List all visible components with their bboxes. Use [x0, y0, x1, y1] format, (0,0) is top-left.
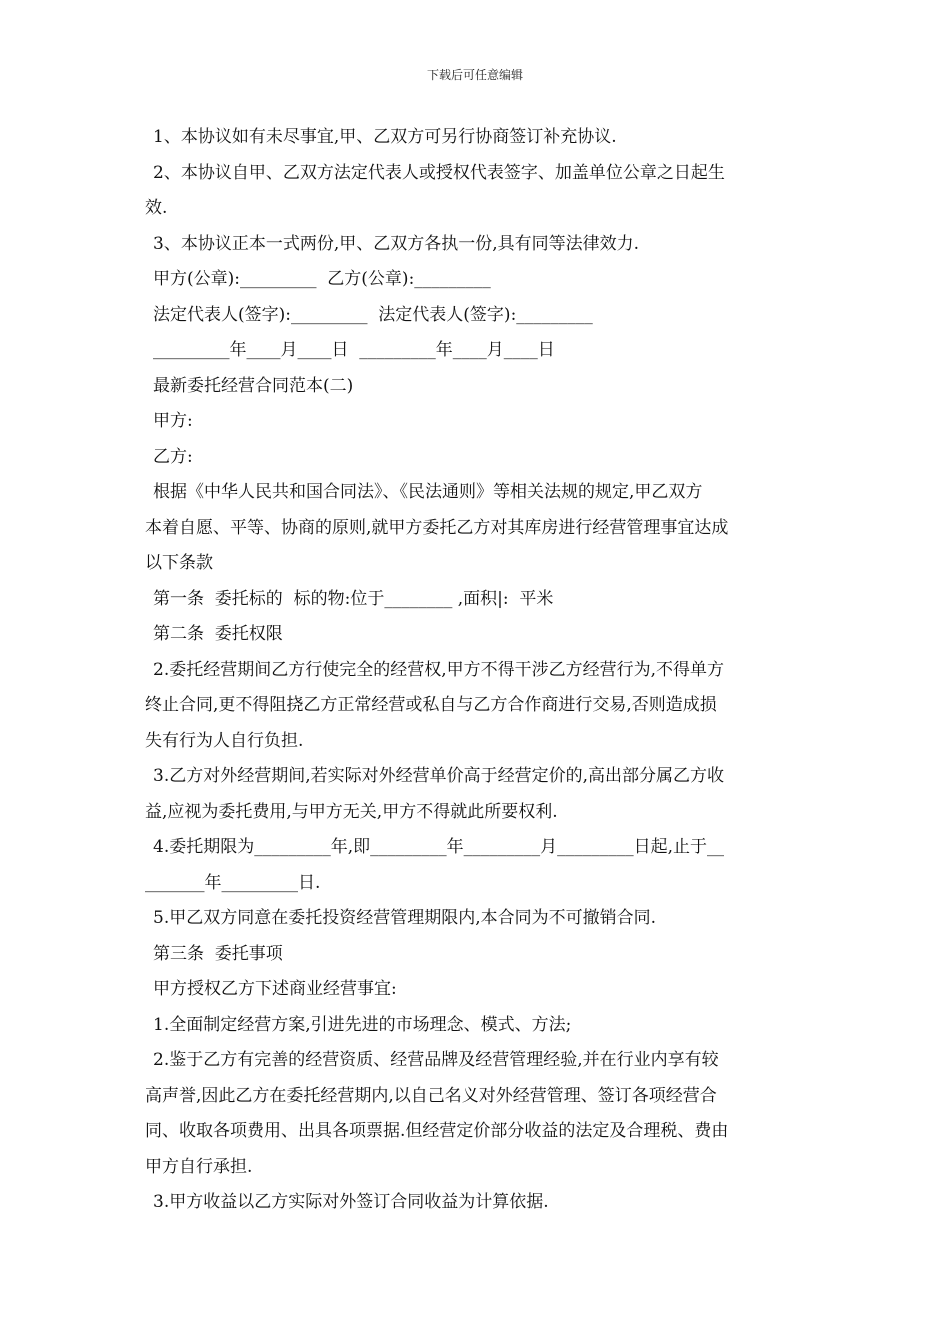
paragraph-line: 法定代表人(签字):_________ 法定代表人(签字):_________ — [153, 304, 593, 325]
paragraph-line: 终止合同,更不得阻挠乙方正常经营或私自与乙方合作商进行交易,否则造成损 — [145, 695, 717, 715]
paragraph-line: 以下条款 — [145, 553, 213, 573]
paragraph-line: 1、本协议如有未尽事宜,甲、乙双方可另行协商签订补充协议. — [153, 127, 617, 147]
paragraph-line: 甲方(公章):_________ 乙方(公章):_________ — [153, 269, 491, 289]
paragraph-line: 高声誉,因此乙方在委托经营期内,以自己名义对外经营管理、签订各项经营合 — [145, 1085, 717, 1106]
paragraph-line: 5.甲乙双方同意在委托投资经营管理期限内,本合同为不可撤销合同. — [153, 908, 657, 928]
paragraph-line: 乙方: — [153, 446, 193, 467]
paragraph-line: _________年____月____日 _________年____月____日 — [153, 340, 555, 360]
paragraph-line: 根据《中华人民共和国合同法》、《民法通则》等相关法规的规定,甲乙双方 — [153, 482, 703, 502]
paragraph-line: 最新委托经营合同范本(二) — [153, 375, 354, 396]
paragraph-line: 2.鉴于乙方有完善的经营资质、经营品牌及经营管理经验,并在行业内享有较 — [153, 1050, 719, 1070]
paragraph-line: _______年_________日. — [145, 872, 321, 893]
paragraph-line: 甲方: — [153, 411, 193, 431]
page-header: 下载后可任意编辑 — [426, 68, 523, 82]
paragraph-line: 第三条 委托事项 — [153, 943, 283, 964]
paragraph-line: 甲方自行承担. — [145, 1156, 253, 1177]
paragraph-line: 1.全面制定经营方案,引进先进的市场理念、模式、方法; — [153, 1014, 572, 1035]
paragraph-line: 2、本协议自甲、乙双方法定代表人或授权代表签字、加盖单位公章之日起生 — [153, 162, 725, 183]
paragraph-line: 4.委托期限为_________年,即_________年_________月_________日起,止于__ — [153, 837, 725, 857]
paragraph-line: 效. — [145, 198, 168, 218]
paragraph-line: 3.乙方对外经营期间,若实际对外经营单价高于经营定价的,高出部分属乙方收 — [153, 766, 725, 786]
paragraph-line: 益,应视为委托费用,与甲方无关,甲方不得就此所要权利. — [145, 801, 558, 822]
document-body — [145, 120, 810, 1221]
paragraph-line: 3.甲方收益以乙方实际对外签订合同收益为计算依据. — [153, 1192, 549, 1212]
paragraph-line: 同、收取各项费用、出具各项票据.但经营定价部分收益的法定及合理税、费由 — [145, 1121, 729, 1141]
paragraph-line: 失有行为人自行负担. — [145, 730, 304, 751]
paragraph-line: 3、本协议正本一式两份,甲、乙双方各执一份,具有同等法律效力. — [153, 233, 640, 254]
paragraph-line: 甲方授权乙方下述商业经营事宜: — [153, 979, 397, 999]
paragraph-line: 第一条 委托标的 标的物:位于________ ,面积|: 平米 — [153, 588, 554, 609]
paragraph-line: 2.委托经营期间乙方行使完全的经营权,甲方不得干涉乙方经营行为,不得单方 — [153, 659, 725, 680]
paragraph-line: 本着自愿、平等、协商的原则,就甲方委托乙方对其库房进行经营管理事宜达成 — [145, 517, 729, 538]
paragraph-line: 第二条 委托权限 — [153, 624, 283, 644]
